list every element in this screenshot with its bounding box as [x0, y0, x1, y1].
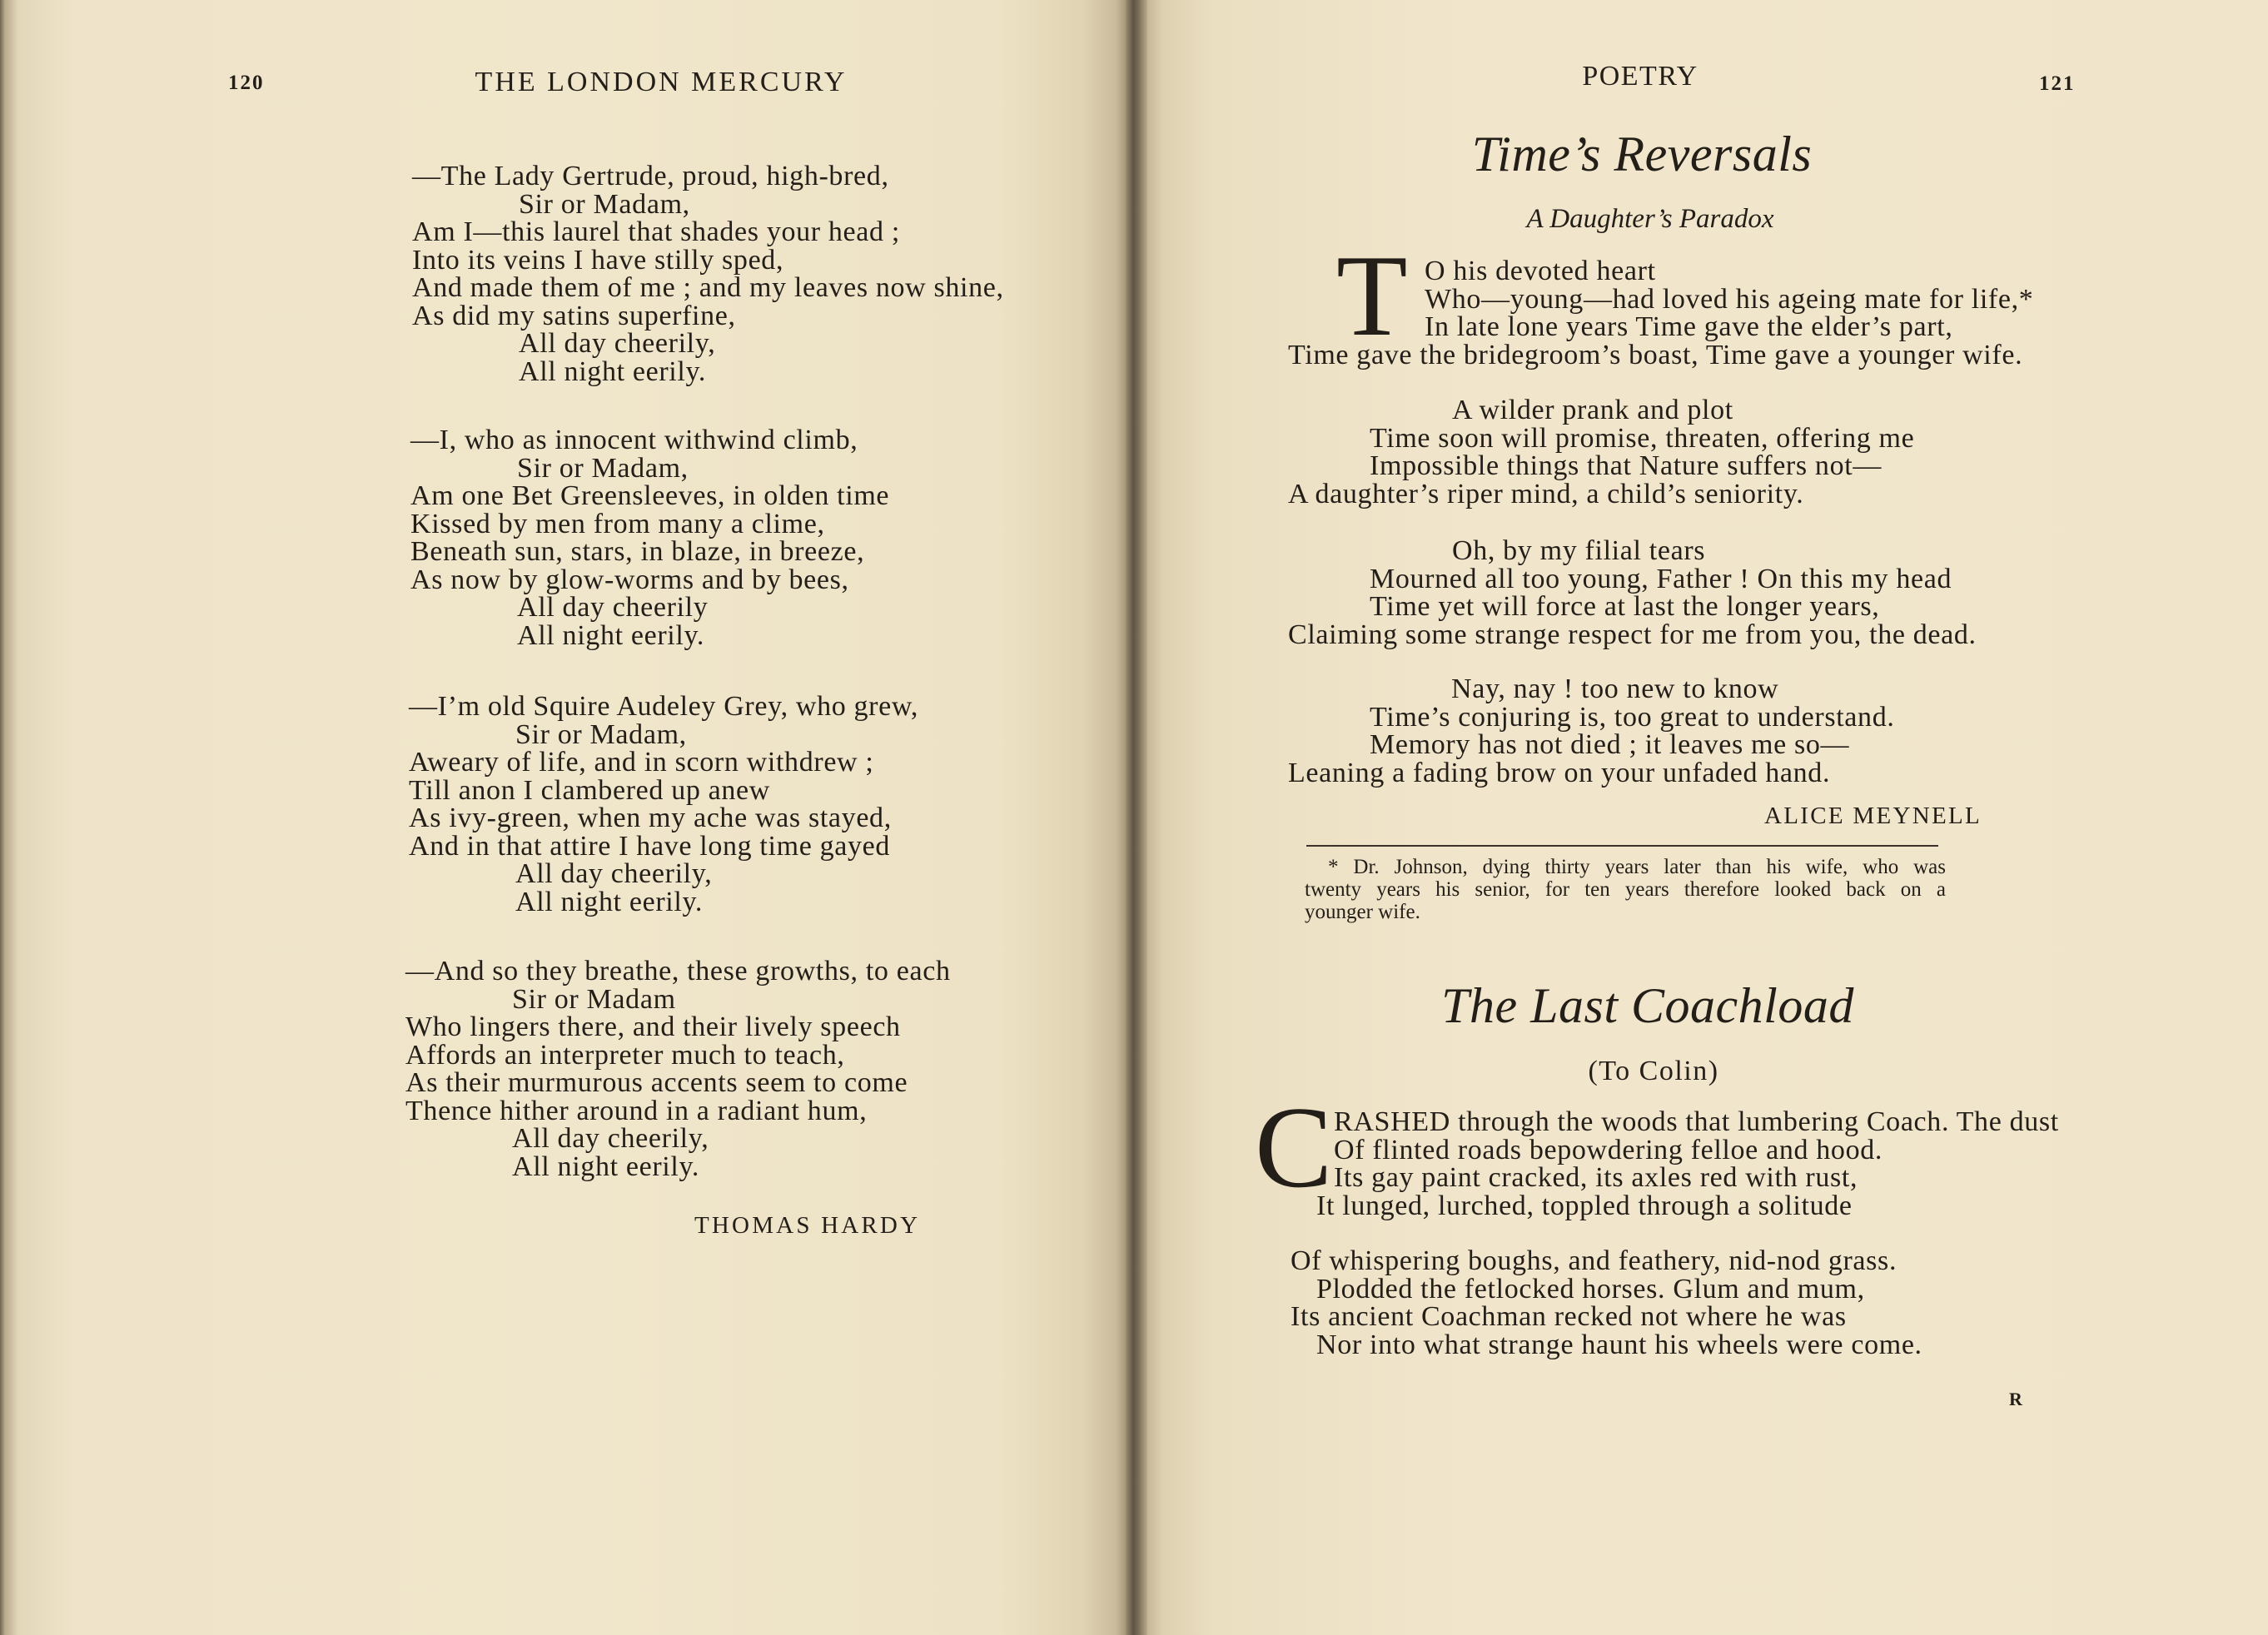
poem-line: Leaning a fading brow on your unfaded hand. [1288, 757, 1831, 788]
poem-line: Sir or Madam, [519, 188, 690, 220]
footnote-line: * Dr. Johnson, dying thirty years later than his wife, who was [1328, 856, 1946, 878]
poem-line: O his devoted heart [1425, 256, 1656, 286]
stanza-2 [1291, 1247, 1922, 1359]
poem-line: Of whispering boughs, and feathery, nid-nod grass. [1291, 1245, 1897, 1276]
poem-subtitle: A Daughter’s Paradox [1526, 204, 1774, 234]
poem-line: RASHED through the woods that lumbering Coach. The dust [1334, 1106, 2059, 1137]
poem-line: —And so they breathe, these growths, to each [405, 956, 951, 986]
poem-line: Time yet will force at last the longer years, [1370, 591, 1880, 622]
stanza-4 [405, 957, 951, 1180]
stanza-1 [412, 162, 1004, 385]
poem-line: Till anon I clambered up anew [409, 774, 770, 806]
footnote [1305, 856, 1946, 923]
footnote-line: younger wife. [1305, 901, 1420, 923]
poem-line: And in that attire I have long time gayed [409, 830, 891, 862]
poem-line: Nay, nay ! too new to know [1451, 673, 1779, 704]
stanza-3 [409, 693, 918, 916]
poem-line: Of flinted roads bepowdering felloe and hood. [1334, 1134, 1883, 1165]
poem-line: Nor into what strange haunt his wheels were come. [1316, 1329, 1922, 1360]
poem-line: All night eerily. [515, 886, 704, 917]
poem-line: All day cheerily, [519, 328, 716, 359]
poem-line: Kissed by men from many a clime, [410, 508, 825, 539]
left-page [0, 0, 1126, 1635]
poem-line: —I, who as innocent withwind climb, [410, 425, 858, 455]
poem-dedication: (To Colin) [1588, 1056, 1719, 1086]
poem-line: All night eerily. [517, 619, 705, 651]
poem-line: Sir or Madam, [515, 718, 687, 750]
poem-line: Sir or Madam [512, 983, 676, 1015]
poem-line: In late lone years Time gave the elder’s part, [1425, 311, 1953, 342]
poem-line: All night eerily. [519, 355, 707, 387]
stanza-3 [1288, 537, 1977, 649]
poem-line: —The Lady Gertrude, proud, high-bred, [412, 161, 889, 191]
page-number: 121 [2039, 72, 2076, 95]
poem-line: It lunged, lurched, toppled through a solitude [1316, 1190, 1853, 1221]
poem-line: A daughter’s riper mind, a child’s seniority. [1288, 478, 1804, 509]
poem-signature: R [2009, 1389, 2022, 1409]
poem-line: All day cheerily, [512, 1123, 709, 1154]
right-page [1147, 0, 2268, 1635]
poem-line: Its gay paint cracked, its axles red with rust, [1334, 1162, 1858, 1193]
poem-line: As now by glow-worms and by bees, [410, 564, 849, 595]
poem-line: And made them of me ; and my leaves now shine, [412, 272, 1004, 303]
poem-line: As did my satins superfine, [412, 300, 736, 331]
book-gutter [1126, 0, 1147, 1635]
poem-line: —I’m old Squire Audeley Grey, who grew, [409, 691, 919, 722]
poem-line: All day cheerily [517, 592, 709, 623]
footnote-line: twenty years his senior, for ten years therefore looked back on a [1305, 878, 1946, 901]
drop-cap: T [1336, 231, 1408, 360]
poem-line: As their murmurous accents seem to come [405, 1067, 908, 1098]
poem-author: THOMAS HARDY [694, 1212, 921, 1239]
stanza-1 [1291, 1108, 2059, 1220]
running-head: THE LONDON MERCURY [475, 67, 848, 97]
poem-line: Mourned all too young, Father ! On this my head [1370, 563, 1952, 594]
page-number: 120 [228, 72, 265, 94]
poem-line: Am one Bet Greensleeves, in olden time [410, 480, 890, 511]
poem-line: Into its veins I have stilly sped, [412, 244, 784, 276]
poem-line: Affords an interpreter much to teach, [405, 1039, 845, 1071]
poem-line: Time soon will promise, threaten, offering me [1370, 422, 1915, 454]
poem-line: Thence hither around in a radiant hum, [405, 1095, 868, 1126]
running-head: POETRY [1582, 61, 1699, 92]
poem-line: Who—young—had loved his ageing mate for life,* [1425, 283, 2034, 315]
poem-line: Impossible things that Nature suffers not— [1370, 450, 1882, 481]
poem-line: All night eerily. [512, 1150, 700, 1182]
poem-line: As ivy-green, when my ache was stayed, [409, 803, 892, 833]
poem-line: Claiming some strange respect for me from you, the dead. [1288, 619, 1977, 650]
poem-line: Beneath sun, stars, in blaze, in breeze, [410, 536, 865, 567]
poem-line: A wilder prank and plot [1452, 395, 1733, 425]
drop-cap: C [1255, 1083, 1333, 1212]
stanza-1 [1288, 257, 2033, 369]
footnote-rule [1306, 845, 1938, 847]
poem-line: Time’s conjuring is, too great to understand. [1370, 701, 1895, 733]
stanza-2 [1288, 396, 1914, 508]
poem-line: Oh, by my filial tears [1452, 535, 1706, 566]
poem-line: Am I—this laurel that shades your head ; [412, 216, 900, 247]
poem-title: The Last Coachload [1441, 978, 1854, 1033]
poem-line: Its ancient Coachman recked not where he was [1291, 1301, 1847, 1332]
poem-line: All day cheerily, [515, 858, 713, 889]
poem-line: Time gave the bridegroom’s boast, Time gave a younger wife. [1288, 339, 2023, 370]
poem-title: Time’s Reversals [1471, 127, 1813, 181]
poem-line: Sir or Madam, [517, 452, 689, 484]
poem-line: Who lingers there, and their lively speech [405, 1011, 901, 1042]
stanza-4 [1288, 675, 1895, 787]
poem-line: Memory has not died ; it leaves me so— [1370, 729, 1850, 760]
poem-line: Plodded the fetlocked horses. Glum and mum, [1316, 1273, 1865, 1305]
poem-author: ALICE MEYNELL [1764, 803, 1982, 829]
stanza-2 [410, 426, 889, 649]
poem-line: Aweary of life, and in scorn withdrew ; [409, 747, 874, 778]
